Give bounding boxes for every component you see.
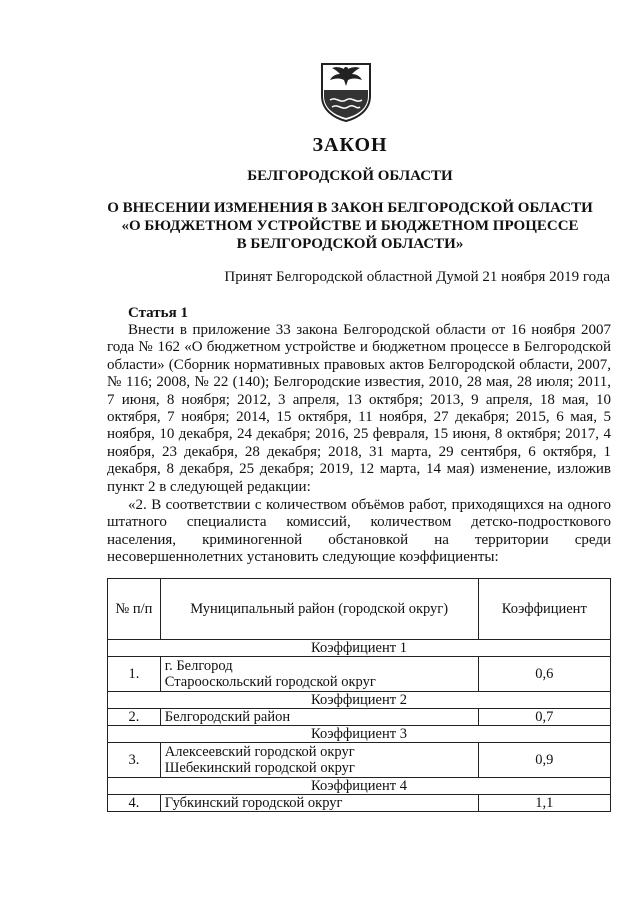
- group-label: Коэффициент 2: [108, 692, 611, 709]
- group-label: Коэффициент 3: [108, 726, 611, 743]
- district-name: Шебекинский городской округ: [164, 760, 355, 776]
- law-subtitle: [0, 199, 640, 253]
- header-coefficient: Коэффициент: [478, 579, 610, 640]
- coat-of-arms-emblem: [318, 60, 374, 122]
- group-row: [108, 692, 611, 709]
- row-number: 3.: [108, 743, 161, 778]
- header-number: № п/п: [108, 579, 161, 640]
- subtitle-line: В БЕЛГОРОДСКОЙ ОБЛАСТИ»: [236, 236, 464, 252]
- subtitle-line: «О БЮДЖЕТНОМ УСТРОЙСТВЕ И БЮДЖЕТНОМ ПРОЦЕССЕ: [121, 218, 579, 234]
- coefficients-table: [107, 578, 611, 812]
- district-name: г. Белгород: [164, 658, 233, 674]
- district-name: Алексеевский городской округ: [164, 744, 355, 760]
- table-header-row: [108, 579, 611, 640]
- group-label: Коэффициент 1: [108, 640, 611, 657]
- table-row: [108, 743, 611, 778]
- row-coefficient: 0,6: [478, 657, 610, 692]
- article-paragraph: «2. В соответствии с количеством объёмов работ, приходящихся на одного штатного специалиста комиссий, количеством детско-подросткового населения, криминогенной обстановкой на территории среди несовершеннолетних установить следующие коэффициенты:: [107, 497, 611, 566]
- district-name: Губкинский городской округ: [164, 795, 343, 811]
- subtitle-line: О ВНЕСЕНИИ ИЗМЕНЕНИЯ В ЗАКОН БЕЛГОРОДСКОЙ ОБЛАСТИ: [107, 200, 593, 216]
- article-title: Статья 1: [128, 305, 188, 321]
- table-row: [108, 709, 611, 726]
- row-coefficient: 1,1: [478, 795, 610, 812]
- row-coefficient: 0,7: [478, 709, 610, 726]
- group-row: [108, 778, 611, 795]
- group-row: [108, 726, 611, 743]
- row-coefficient: 0,9: [478, 743, 610, 778]
- region-title: БЕЛГОРОДСКОЙ ОБЛАСТИ: [247, 168, 453, 184]
- header-district: Муниципальный район (городской округ): [160, 579, 478, 640]
- group-label: Коэффициент 4: [108, 778, 611, 795]
- row-number: 2.: [108, 709, 161, 726]
- table-row: [108, 657, 611, 692]
- law-title: ЗАКОН: [312, 134, 388, 156]
- adoption-note: Принят Белгородской областной Думой 21 ноября 2019 года: [224, 269, 610, 285]
- row-district: [160, 657, 478, 692]
- row-number: 1.: [108, 657, 161, 692]
- group-row: [108, 640, 611, 657]
- row-number: 4.: [108, 795, 161, 812]
- row-district: [160, 709, 478, 726]
- district-name: Белгородский район: [164, 709, 291, 725]
- article-paragraph: Внести в приложение 33 закона Белгородской области от 16 ноября 2007 года № 162 «О бюджетном устройстве и бюджетном процессе в Белгородской области» (Сборник нормативных правовых актов Белгородской области, 2007, № 116; 2008, № 22 (140); Белгородские известия, 2010, 28 мая, 28 июля; 2011, 7 июня, 8 ноября; 2012, 3 апреля, 13 октября; 2013, 9 апреля, 18 мая, 10 октября, 7 ноября; 2014, 15 октября, 11 ноября, 27 декабря; 2015, 6 мая, 5 ноября, 10 декабря, 24 декабря; 2016, 25 февраля, 15 июня, 8 октября; 2017, 4 ноября, 23 декабря, 28 декабря; 2018, 31 марта, 29 сентября, 6 октября, 1 декабря, 8 декабря, 25 декабря; 2019, 12 марта, 14 мая) изменение, изложив пункт 2 в следующей редакции:: [107, 322, 611, 495]
- district-name: Старооскольский городской округ: [164, 674, 376, 690]
- table-row: [108, 795, 611, 812]
- row-district: [160, 795, 478, 812]
- row-district: [160, 743, 478, 778]
